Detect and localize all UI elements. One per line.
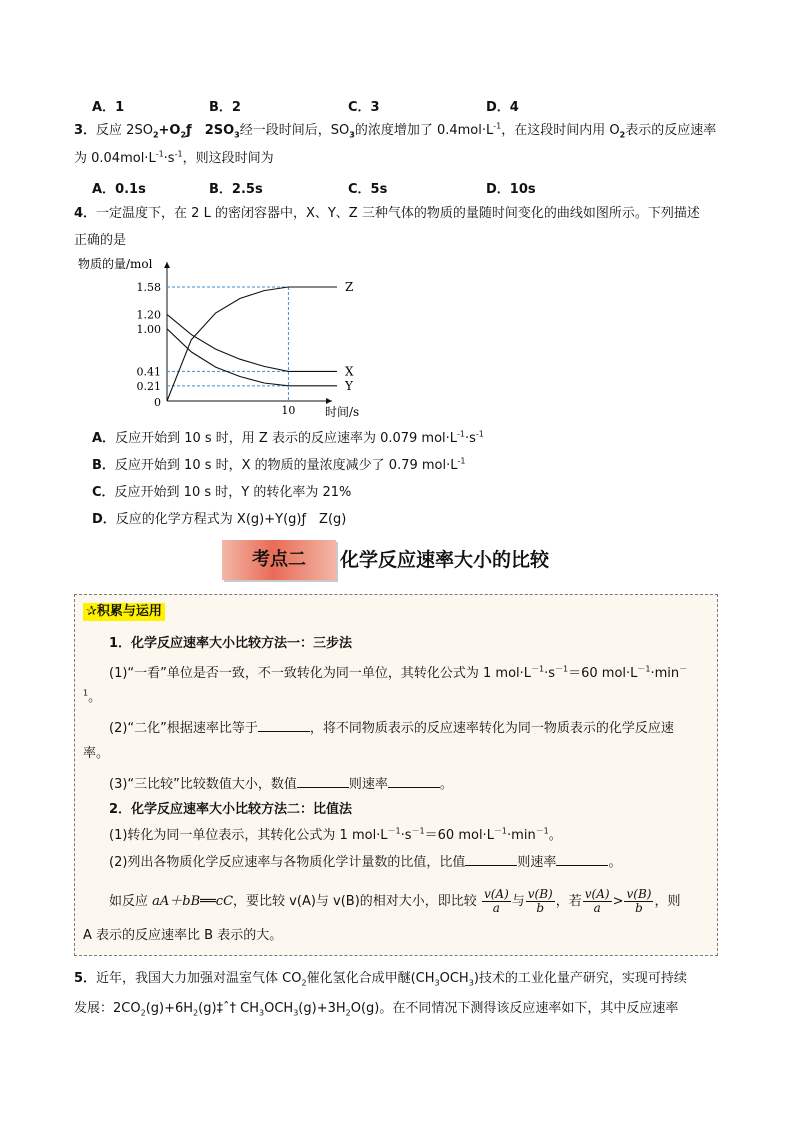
q2-option-d[interactable]: D．4 (486, 100, 519, 115)
method2-step2: (2)列出各物质化学反应速率与各物质化学计量数的比值，比值 则速率 。 (109, 855, 622, 870)
series-label-z: Z (345, 280, 354, 294)
fraction-b-compare: $\frac{v(B)}{b}$ (626, 887, 652, 915)
q4-stem-line2: 正确的是 (74, 233, 127, 248)
fraction-a: $\frac{v(A)}{a}$ (483, 887, 509, 915)
y-tick-label: 1.58 (136, 281, 161, 294)
q3-stem-line2: 为 $0.04mol\cdot L^{-1}\cdot s^{-1}$，则这段时间为 (74, 149, 274, 166)
y-tick-label: 1.00 (136, 322, 161, 336)
q5-stem-line1: 5．近年，我国大力加强对温室气体 $CO_2$催化氢化合成甲醚$(CH_3OCH_3)$技术的工业化量产研究，实现可持续 (74, 971, 687, 988)
section-badge: 考点二 (222, 540, 336, 580)
box-tag: ✰积累与运用 (83, 603, 165, 621)
method2-example: 如反应 aA＋bB══cC，要比较 v(A)与 v(B)的相对大小，即比较 $\frac{v(A)}{a}$ 与 $\frac{v(B)}{b}$ ，若 $\frac{v(A)}{a}$ > $\frac{v(B)}{b}$ ，则 (109, 887, 681, 915)
y-tick-label: 0.41 (136, 365, 161, 379)
method1-heading: 1．化学反应速率大小比较方法一：三步法 (109, 636, 353, 651)
section-title: 化学反应速率大小的比较 (340, 549, 550, 571)
series-lines (167, 287, 337, 401)
q2-option-c[interactable]: C．3 (348, 100, 380, 115)
method1-step1: (1)“一看”单位是否一致，不一致转化为同一单位，其转化公式为 1 $mol\cdot L^{-1}\cdot s^{-1}=60$ $mol\cdot L^{-1}\cdot\min^-$ (109, 664, 688, 681)
method1-step2-wrap: 率。 (83, 746, 110, 761)
q3-option-c[interactable]: C．5s (348, 182, 388, 197)
blank-rate[interactable] (388, 775, 440, 788)
method2-step1: (1)转化为同一单位表示，其转化公式为 1 $mol\cdot L^{-1}\cdot s^{-1}=60$ $mol\cdot L^{-1}\cdot\min^{-1}$。 (109, 826, 562, 843)
method1-step3: (3)“三比较”比较数值大小，数值 则速率 。 (109, 777, 453, 792)
knowledge-box (74, 594, 718, 956)
amount-time-chart (70, 254, 370, 422)
y-axis-label: 物质的量/mol (78, 257, 153, 271)
origin-label: 0 (154, 396, 161, 409)
x-tick-label: 10 (281, 404, 296, 417)
q2-option-a[interactable]: A．1 (92, 100, 125, 115)
q4-option-b[interactable]: B．反应开始到 10 s 时，X 的物质的量浓度减少了 0.79 $mol\cdot L^{-1}$ (92, 456, 466, 473)
method1-step1-wrap: $^1$。 (83, 688, 102, 705)
x-axis-label: 时间/s (325, 405, 360, 419)
q4-option-d[interactable]: D．反应的化学方程式为 X(g)+Y(g)ƒ Z(g) (92, 512, 347, 527)
q3-option-b[interactable]: B．2.5s (209, 182, 263, 197)
method2-heading: 2．化学反应速率大小比较方法二：比值法 (109, 802, 353, 817)
q4-option-c[interactable]: C．反应开始到 10 s 时，Y 的转化率为 21% (92, 485, 352, 500)
fraction-a-compare: $\frac{v(A)}{a}$ (584, 887, 610, 915)
q3-option-a[interactable]: A．0.1s (92, 182, 146, 197)
method2-conclusion: A 表示的反应速率比 B 表示的大。 (83, 928, 283, 943)
q4-option-a[interactable]: A．反应开始到 10 s 时，用 Z 表示的反应速率为 0.079 $mol\cdot L^{-1}\cdot s^{-1}$ (92, 429, 484, 446)
section-banner (222, 540, 582, 582)
q3-stem-line1: 3．反应 $2SO_2+O_2ƒ$ $2SO_3$经一段时间后，$SO_3$的浓度增加了 $0.4mol\cdot L^{-1}$，在这段时间内用 $O_2$表示的反应速率 (74, 121, 717, 140)
series-line-y (167, 329, 337, 386)
q3-option-d[interactable]: D．10s (486, 182, 536, 197)
series-line-z (167, 287, 337, 401)
blank-value[interactable] (297, 775, 349, 788)
series-line-x (167, 314, 337, 371)
series-labels (344, 280, 354, 393)
blank-ratio[interactable] (258, 719, 310, 732)
y-tick-label: 1.20 (136, 308, 161, 322)
q2-option-b[interactable]: B．2 (209, 100, 241, 115)
y-tick-label: 0.21 (136, 379, 161, 393)
blank-ratio-value[interactable] (465, 853, 517, 866)
series-label-x: X (345, 364, 354, 379)
series-label-y: Y (345, 378, 353, 393)
blank-ratio-rate[interactable] (556, 853, 608, 866)
fraction-b: $\frac{v(B)}{b}$ (527, 887, 553, 915)
q4-stem-line1: 4．一定温度下，在 2 L 的密闭容器中，X、Y、Z 三种气体的物质的量随时间变化的曲线如图所示。下列描述 (74, 206, 700, 221)
q5-stem-line2: 发展：$2CO_2(g)+6H_2(g)\ddagger ˆ\dagger$ $CH_3OCH_3(g)+3H_2O(g)$。在不同情况下测得该反应速率如下，其中反应速率 (74, 1001, 679, 1018)
method1-step2: (2)“二化”根据速率比等于 ，将不同物质表示的反应速率转化为同一物质表示的化学反应速 (109, 721, 674, 736)
